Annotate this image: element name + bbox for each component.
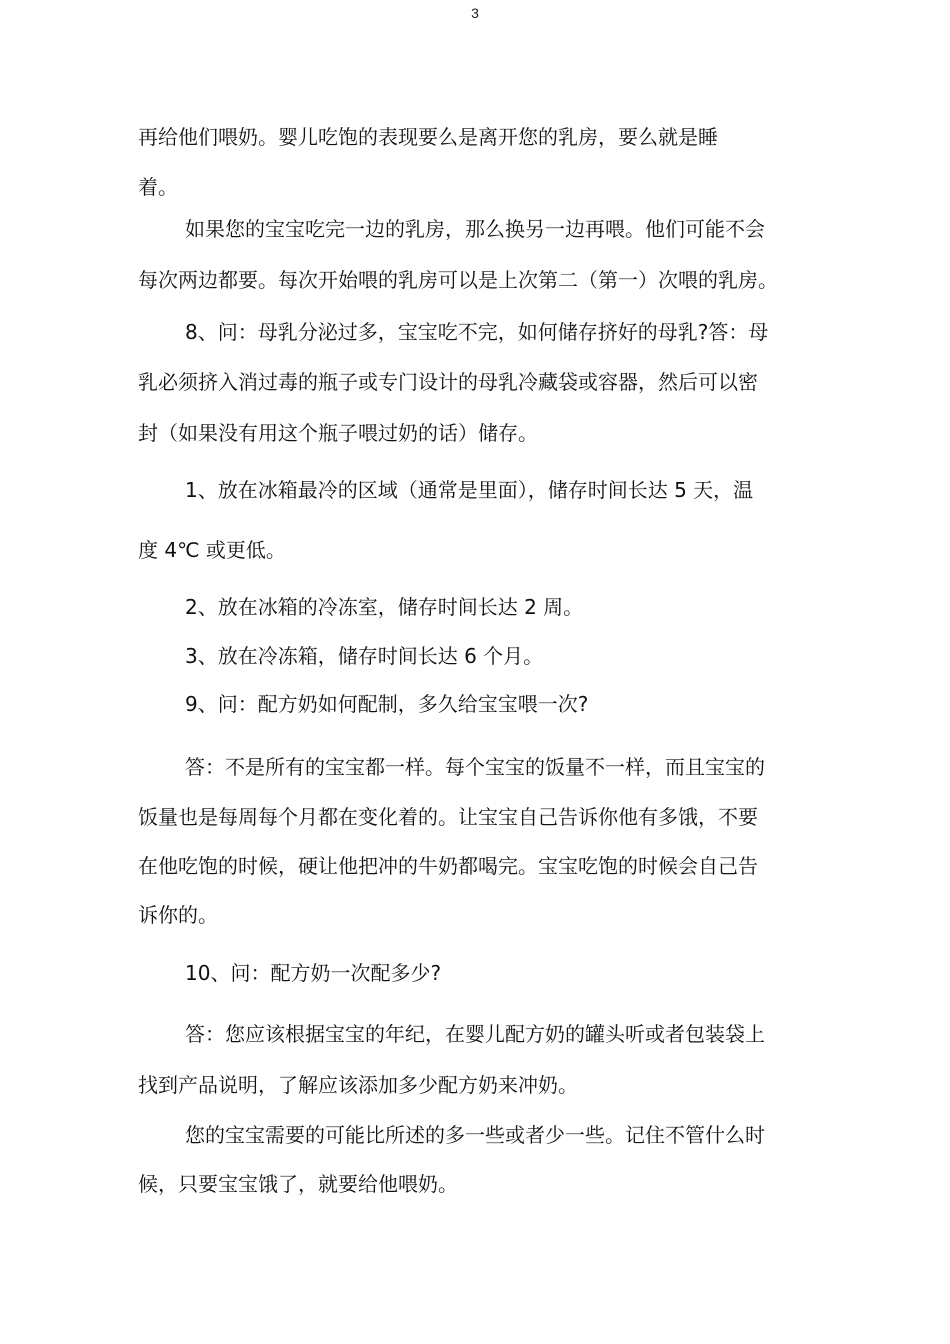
text-line: 答：不是所有的宝宝都一样。每个宝宝的饭量不一样，而且宝宝的 <box>185 755 765 779</box>
text-line: 度 4℃ 或更低。 <box>138 538 286 562</box>
text-line: 封（如果没有用这个瓶子喂过奶的话）储存。 <box>138 421 538 445</box>
text-line: 如果您的宝宝吃完一边的乳房，那么换另一边再喂。他们可能不会 <box>185 217 765 241</box>
text-line: 8、问：母乳分泌过多，宝宝吃不完，如何储存挤好的母乳?答：母 <box>185 320 769 344</box>
text-line: 9、问：配方奶如何配制，多久给宝宝喂一次? <box>185 692 589 716</box>
text-line: 答：您应该根据宝宝的年纪，在婴儿配方奶的罐头听或者包装袋上 <box>185 1022 765 1046</box>
text-line: 10、问：配方奶一次配多少? <box>185 961 442 985</box>
text-line: 候，只要宝宝饿了，就要给他喂奶。 <box>138 1172 458 1196</box>
page-number: 3 <box>471 5 479 21</box>
text-line: 诉你的。 <box>138 903 218 927</box>
text-line: 您的宝宝需要的可能比所述的多一些或者少一些。记住不管什么时 <box>185 1123 765 1147</box>
text-line: 3、放在冷冻箱，储存时间长达 6 个月。 <box>185 644 544 668</box>
text-line: 饭量也是每周每个月都在变化着的。让宝宝自己告诉你他有多饿，不要 <box>138 805 758 829</box>
text-line: 再给他们喂奶。婴儿吃饱的表现要么是离开您的乳房，要么就是睡 <box>138 125 718 149</box>
text-line: 2、放在冰箱的冷冻室，储存时间长达 2 周。 <box>185 595 584 619</box>
text-line: 每次两边都要。每次开始喂的乳房可以是上次第二（第一）次喂的乳房。 <box>138 268 778 292</box>
text-line: 找到产品说明，了解应该添加多少配方奶来冲奶。 <box>138 1073 578 1097</box>
text-line: 在他吃饱的时候，硬让他把冲的牛奶都喝完。宝宝吃饱的时候会自己告 <box>138 854 758 878</box>
text-line: 乳必须挤入消过毒的瓶子或专门设计的母乳冷藏袋或容器，然后可以密 <box>138 370 758 394</box>
text-line: 1、放在冰箱最冷的区域（通常是里面），储存时间长达 5 天，温 <box>185 478 754 502</box>
text-line: 着。 <box>138 175 178 199</box>
